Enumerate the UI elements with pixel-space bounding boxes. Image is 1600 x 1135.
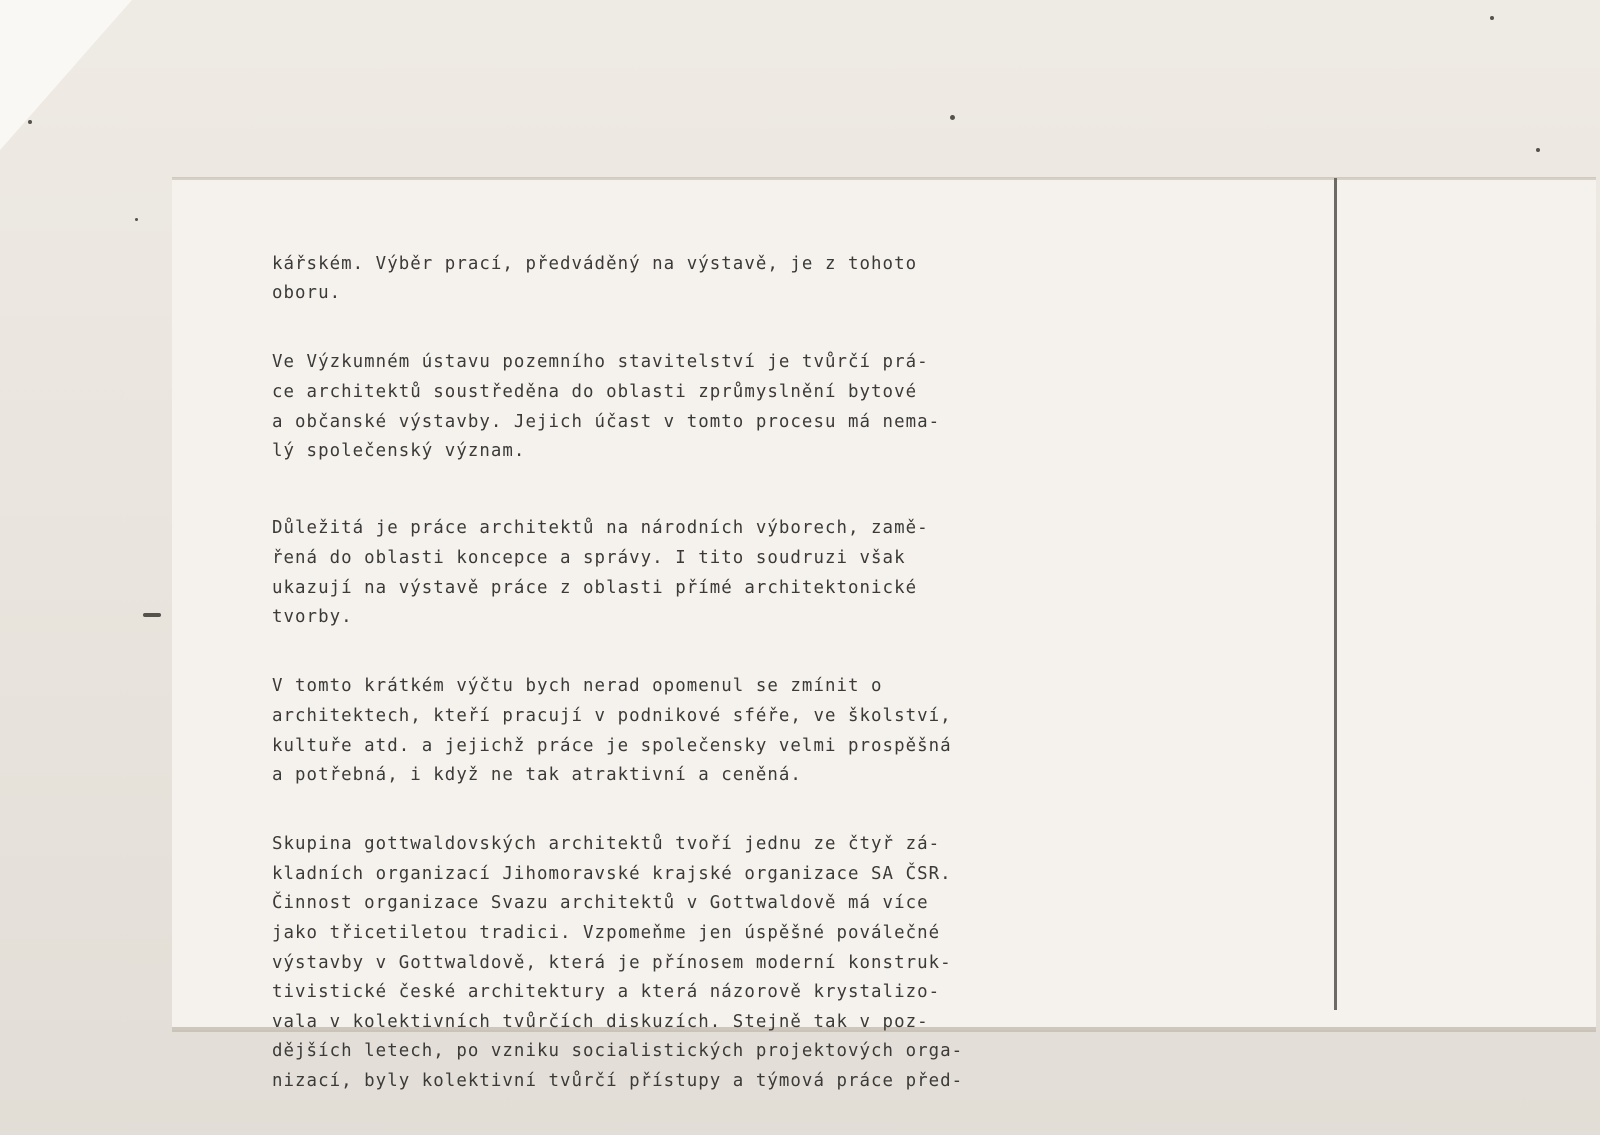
text-line: jako třicetiletou tradici. Vzpomeňme jen úspěšné poválečné [272,923,941,944]
text-line: Ve Výzkumném ústavu pozemního stavitelství je tvůrčí prá- [272,352,929,373]
text-line: kultuře atd. a jejichž práce je společensky velmi prospěšná [272,735,952,756]
text-line: tivistické české architektury a která názorově krystalizo- [272,982,941,1003]
torn-paper-corner [0,0,132,150]
ink-speck [1490,16,1494,20]
text-line: tvorby. [272,607,353,628]
paragraph [272,485,1012,633]
text-line: ukazují na výstavě práce z oblasti přímé architektonické [272,577,918,598]
sheet-fold-line [1334,178,1337,1010]
paragraph [272,220,1012,309]
text-line: kladních organizací Jihomoravské krajské organizace SA ČSR. [272,863,952,884]
ink-speck [950,115,955,120]
ink-speck [28,120,32,124]
paragraph [272,801,1012,1097]
text-line: architektech, kteří pracují v podnikové sféře, ve školství, [272,705,952,726]
text-line: Činnost organizace Svazu architektů v Gottwaldově má více [272,893,929,914]
text-line: řená do oblasti koncepce a správy. I tito soudruzi však [272,547,906,568]
ink-speck [135,218,138,221]
text-line: kářském. Výběr prací, předváděný na výstavě, je z tohoto [272,253,918,274]
text-line: oboru. [272,283,342,304]
document-body [272,220,1012,1097]
text-line: Skupina gottwaldovských architektů tvoří jednu ze čtyř zá- [272,834,941,855]
ink-dash [143,613,161,617]
text-line: dějších letech, po vzniku socialistických projektových orga- [272,1041,964,1062]
paragraph [272,643,1012,791]
ink-speck [1536,148,1540,152]
text-line: nizací, byly kolektivní tvůrčí přístupy a týmová práce před- [272,1071,964,1092]
text-line: a potřebná, i když ne tak atraktivní a ceněná. [272,765,802,786]
text-line: Důležitá je práce architektů na národních výborech, zamě- [272,518,929,539]
text-line: a občanské výstavby. Jejich účast v tomto procesu má nema- [272,411,941,432]
text-line: výstavby v Gottwaldově, která je přínosem moderní konstruk- [272,952,952,973]
text-line: lý společenský význam. [272,441,526,462]
text-line: V tomto krátkém výčtu bych nerad opomenul se zmínit o [272,676,883,697]
paragraph [272,319,1012,467]
text-line: ce architektů soustředěna do oblasti zprůmyslnění bytové [272,381,918,402]
text-line: vala v kolektivních tvůrčích diskuzích. Stejně tak v poz- [272,1011,929,1032]
